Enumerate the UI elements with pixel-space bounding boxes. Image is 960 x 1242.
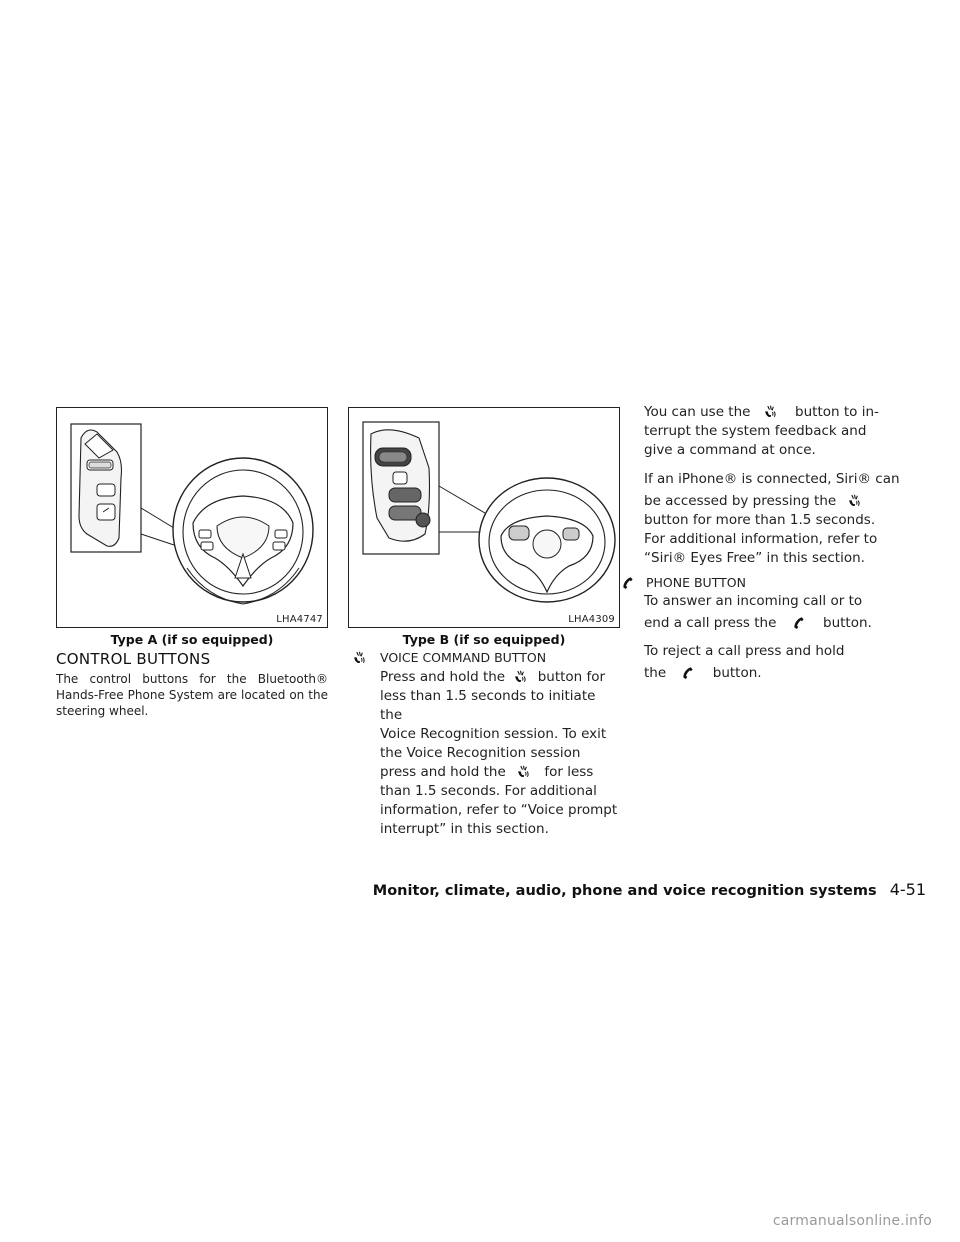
voice-line-1 [380, 668, 620, 687]
figure-caption-b: Type B (if so equipped) [402, 632, 566, 647]
voice-command-icon [513, 670, 527, 684]
voice-command-heading: VOICE COMMAND BUTTON [379, 650, 547, 665]
siri-line-5: “Siri® Eyes Free” in this section. [644, 550, 865, 566]
voice-command-icon [516, 765, 530, 779]
phone-button-heading: PHONE BUTTON [645, 575, 746, 590]
siri-line-4: For additional information, refer to [644, 531, 878, 547]
text-run: for less [544, 764, 594, 780]
phone-line-3: To reject a call press and hold [644, 643, 845, 659]
voice-command-icon [352, 651, 366, 665]
section-heading-control-buttons: CONTROL BUTTONS [56, 650, 211, 668]
phone-handset-icon [680, 666, 694, 680]
siri-line-2 [644, 492, 934, 511]
phone-line-1: To answer an incoming call or to [644, 593, 863, 609]
siri-paragraph [644, 470, 934, 568]
phone-handset-icon [620, 576, 634, 590]
figure-code: LHA4309 [568, 614, 615, 625]
voice-command-icon [763, 405, 777, 419]
text-run: You can use the [644, 404, 751, 420]
footer-page-number: 4-51 [889, 880, 926, 899]
phone-line-2 [644, 614, 924, 633]
phone-answer-paragraph [644, 592, 924, 633]
interrupt-line-3: give a command at once. [644, 442, 816, 458]
voice-line-5 [380, 763, 620, 782]
text-run: the [644, 665, 667, 681]
watermark: carmanualsonline.info [772, 1213, 932, 1229]
text-run: press and hold the [380, 764, 506, 780]
figure-type-a [56, 407, 328, 628]
interrupt-paragraph [644, 403, 924, 460]
phone-handset-icon [791, 616, 805, 630]
phone-reject-paragraph [644, 642, 924, 683]
voice-line-4: the Voice Recognition session [380, 745, 581, 761]
text-run: end a call press the [644, 615, 777, 631]
control-buttons-paragraph: The control buttons for the Bluetooth® Hands-Free Phone System are located on the steering wheel. [56, 672, 328, 718]
phone-line-4 [644, 664, 924, 683]
text-run: button. [712, 665, 762, 681]
voice-line-7: information, refer to “Voice prompt [380, 802, 618, 818]
figure-type-b [348, 407, 620, 628]
text-run: button. [823, 615, 872, 631]
voice-command-heading-row [352, 650, 546, 665]
siri-line-1: If an iPhone® is connected, Siri® can [644, 471, 900, 487]
text-run: Press and hold the [380, 669, 506, 685]
page-footer [373, 880, 926, 899]
steering-wheel-type-a-illustration [57, 408, 327, 627]
text-run: button to in- [795, 404, 879, 420]
text-run: button for [537, 669, 606, 685]
siri-line-3: button for more than 1.5 seconds. [644, 512, 876, 528]
voice-line-8: interrupt” in this section. [380, 821, 549, 837]
voice-line-2: less than 1.5 seconds to initiate the [380, 688, 596, 723]
footer-section-title: Monitor, climate, audio, phone and voice recognition systems [372, 883, 877, 899]
phone-button-heading-row [620, 575, 746, 590]
interrupt-line-2: terrupt the system feedback and [644, 423, 867, 439]
voice-command-paragraph [380, 668, 620, 839]
voice-line-3: Voice Recognition session. To exit [380, 726, 607, 742]
interrupt-line-1 [644, 403, 924, 422]
figure-code: LHA4747 [276, 614, 323, 625]
figure-caption-a: Type A (if so equipped) [110, 632, 274, 647]
steering-wheel-type-b-illustration [349, 408, 619, 627]
voice-command-icon [847, 494, 861, 508]
text-run: be accessed by pressing the [644, 493, 837, 509]
voice-line-6: than 1.5 seconds. For additional [380, 783, 597, 799]
